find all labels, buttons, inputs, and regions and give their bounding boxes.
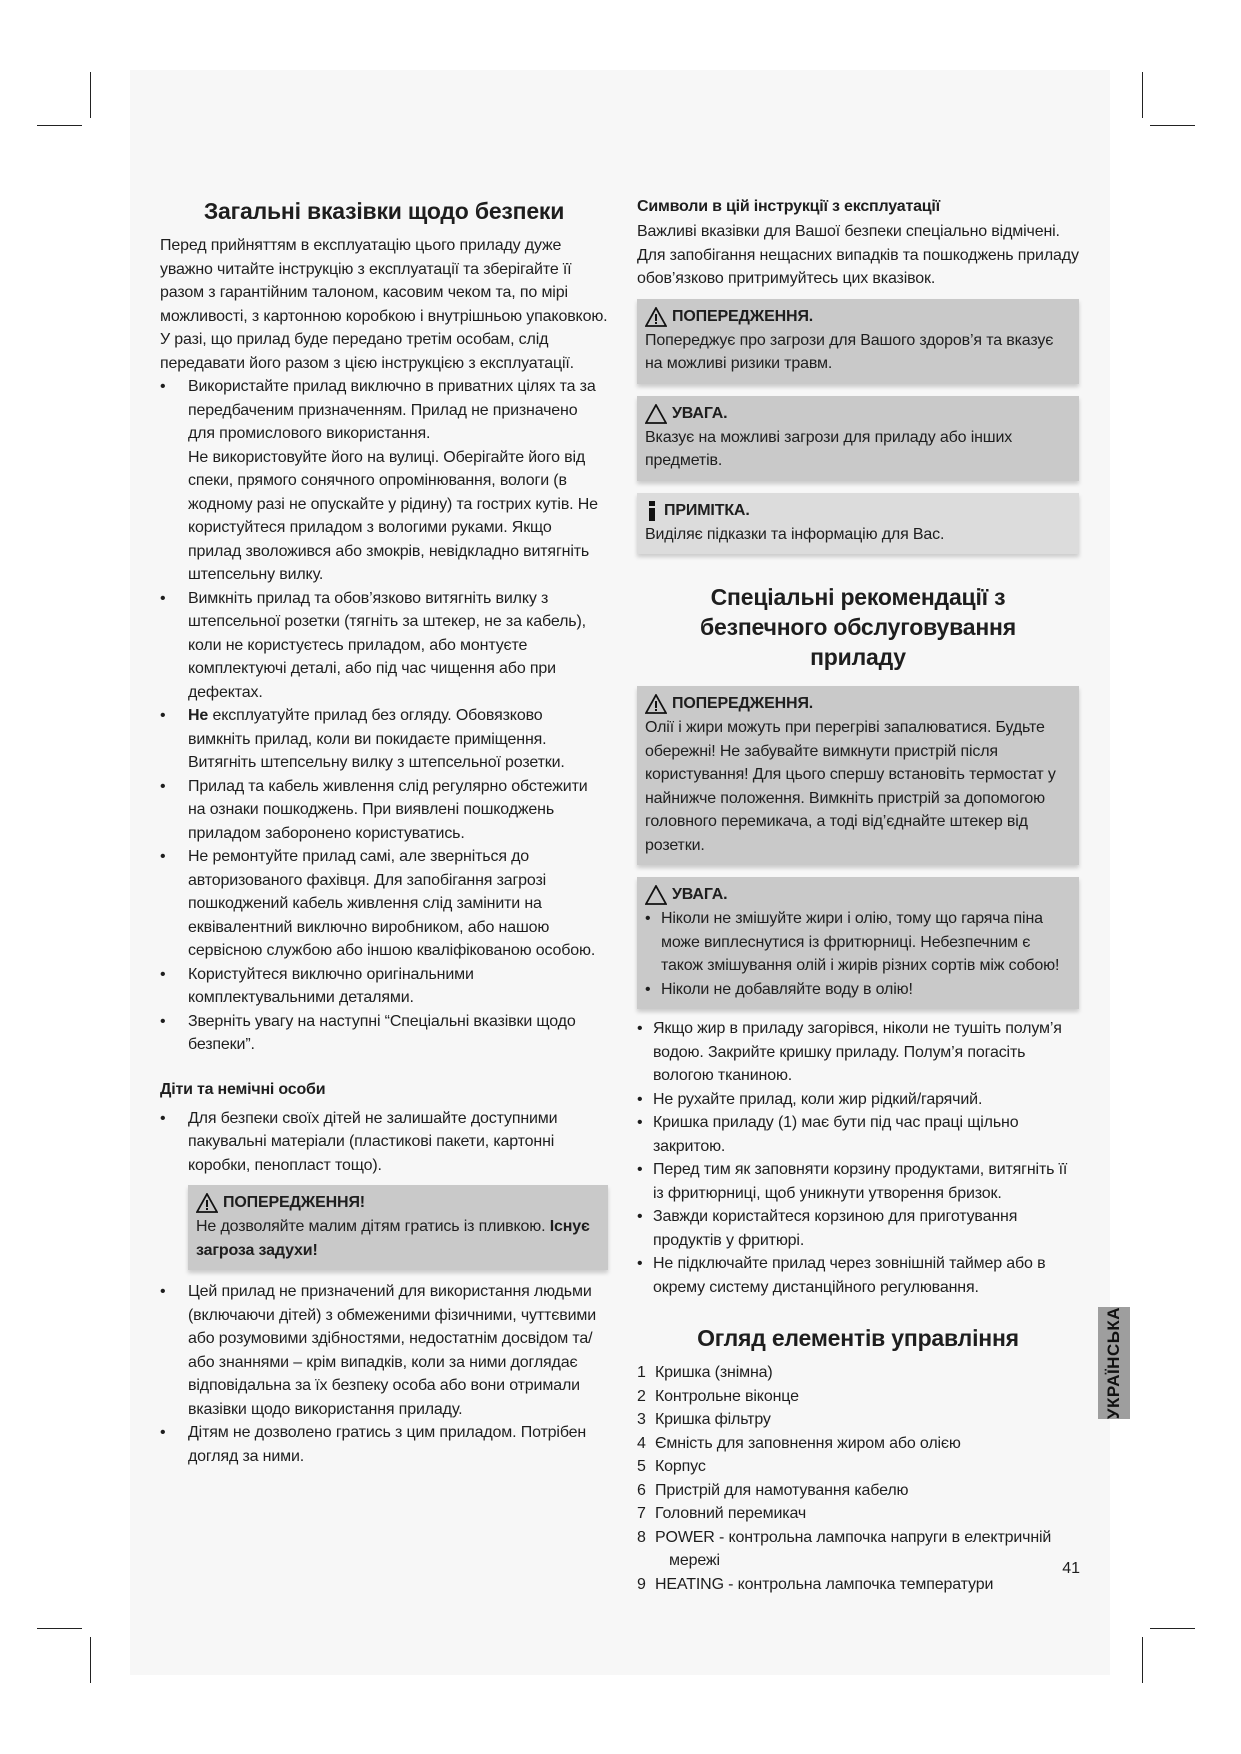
list-item: • Дітям не дозволено гратись з цим приладом. Потрібен догляд за ними. bbox=[160, 1421, 608, 1468]
list-item: • Не рухайте прилад, коли жир рідкий/гарячий. bbox=[637, 1088, 1079, 1112]
caution-triangle-icon bbox=[645, 885, 667, 905]
list-item: • Ніколи не змішуйте жири і олію, тому що гаряча піна може виплеснутися із фритюрниці. Небезпечним є також змішування олій і жирів різних сортів між собою! bbox=[645, 907, 1071, 978]
crop-mark bbox=[90, 72, 91, 118]
safety-bullets bbox=[160, 375, 608, 1057]
list-item: • Не експлуатуйте прилад без огляду. Обовязково вимкніть прилад, коли ви покидаєте приміщення. Витягніть штепсельну вилку з штепсельної розетки. bbox=[160, 704, 608, 775]
list-item: • Не ремонтуйте прилад самі, але зверніться до авторизованого фахівця. Для запобігання загрозі пошкоджений кабель живлення слід замінити на еквівалентний виключно виробником, або нашою сервісною службою або іншою кваліфікованою особою. bbox=[160, 845, 608, 963]
list-item: • Перед тим як заповняти корзину продуктами, витягніть її із фритюрниці, щоб уникнути утворення бризок. bbox=[637, 1158, 1079, 1205]
list-item: 9 HEATING - контрольна лампочка температури bbox=[637, 1575, 994, 1593]
crop-mark bbox=[1150, 125, 1195, 126]
overview-list bbox=[637, 1361, 1079, 1596]
right-column bbox=[637, 196, 1079, 1596]
list-item: • Користуйтеся виключно оригінальними комплектувальними деталями. bbox=[160, 963, 608, 1010]
list-item: 1 Кришка (знімна) bbox=[637, 1364, 773, 1381]
page-number: 41 bbox=[1062, 1560, 1080, 1577]
overview-title: Огляд елементів управління bbox=[697, 1325, 1019, 1351]
list-item: • Для безпеки своїх дітей не залишайте доступними пакувальні матеріали (пластикові пакети, картонні коробки, пенопласт тощо). bbox=[160, 1107, 608, 1178]
list-item: 2 Контрольне віконце bbox=[637, 1387, 799, 1405]
crop-mark bbox=[37, 1628, 82, 1629]
caution-triangle-icon bbox=[645, 404, 667, 424]
crop-mark bbox=[1150, 1628, 1195, 1629]
list-item: • Якщо жир в приладу загорівся, ніколи не тушіть полум’я водою. Закрийте кришку приладу. Полум’я погасіть вологою тканиною. bbox=[637, 1017, 1079, 1088]
list-item: • Не підключайте прилад через зовнішній таймер або в окрему систему дистанційного регулювання. bbox=[637, 1252, 1079, 1299]
language-tab: УКРАЇНСЬКА bbox=[1098, 1307, 1130, 1419]
list-item: 5 Корпус bbox=[637, 1458, 706, 1475]
list-item: • Ніколи не добавляйте воду в олію! bbox=[645, 978, 1071, 1002]
symbols-intro: Важливі вказівки для Вашої безпеки спеціально відмічені. Для запобігання нещасних випадків та пошкоджень приладу обов’язково притримуйтесь цих вказівок. bbox=[637, 223, 1079, 287]
warning-triangle-icon bbox=[196, 1193, 218, 1213]
list-item: 8 POWER - контрольна лампочка напруги в електричній мережі bbox=[637, 1528, 1052, 1569]
list-item: 4 Ємність для заповнення жиром або олією bbox=[637, 1434, 961, 1452]
crop-mark bbox=[1142, 72, 1143, 118]
crop-mark bbox=[37, 125, 82, 126]
safety-intro: Перед прийняттям в експлуатацію цього приладу дуже уважно читайте інструкцію з експлуатації та зберігайте її разом з гарантійним талоном, касовим чеком та, по мірі можливості, з картонною коробкою і внутрішньою упаковкою. У разі, що прилад буде передано третім особам, слід передавати його разом з цією інструкцією з експлуатації. bbox=[160, 237, 608, 372]
warning-triangle-icon bbox=[645, 307, 667, 327]
warning-box: ПОПЕРЕДЖЕННЯ! Не дозволяйте малим дітям гратись із пливкою. Існує загроза задухи! bbox=[188, 1185, 608, 1270]
warning-triangle-icon bbox=[645, 694, 667, 714]
symbol-warning-box: ПОПЕРЕДЖЕННЯ. Попереджує про загрози для Вашого здоров’я та вказує на можливі ризики травм. bbox=[637, 299, 1079, 384]
list-item: • Використайте прилад виключно в приватних цілях та за передбаченим призначенням. Прилад не призначено для промислового використання. Не використовуйте його на вулиці. Оберігайте його від спеки, прямого сонячного опромінювання, вологи (в жодному разі не опускайте у рідину) та гострих кутів. Не користуйтеся приладом з вологими руками. Якщо прилад зволожився або змокрів, невідкладно витягніть штепсельну вилку. bbox=[160, 375, 608, 587]
special-bullets bbox=[637, 1017, 1079, 1299]
info-icon bbox=[645, 501, 659, 521]
list-item: • Вимкніть прилад та обов’язково витягніть вилку з штепсельної розетки (тягніть за штекер, не за кабель), коли не користуєтесь приладом, або монтуєте комплектуючі деталі, або під час чищення або при дефектах. bbox=[160, 587, 608, 705]
crop-mark bbox=[90, 1637, 91, 1683]
list-item: 6 Пристрій для намотування кабелю bbox=[637, 1481, 909, 1499]
crop-mark bbox=[1142, 1637, 1143, 1683]
symbol-note-box: ПРИМІТКА. Виділяє підказки та інформацію для Вас. bbox=[637, 493, 1079, 555]
left-column bbox=[160, 196, 608, 1468]
list-item: • Кришка приладу (1) має бути під час праці щільно закритою. bbox=[637, 1111, 1079, 1158]
symbol-caution-box: УВАГА. Вказує на можливі загрози для приладу або інших предметів. bbox=[637, 396, 1079, 481]
special-title: Спеціальні рекомендації з безпечного обслуговування приладу bbox=[700, 584, 1016, 670]
list-item: 7 Головний перемикач bbox=[637, 1505, 807, 1522]
special-warning-box: ПОПЕРЕДЖЕННЯ. Олії і жири можуть при перегріві запалюватися. Будьте обережні! Не забувайте вимкнути пристрій після користування! Для цього спершу встановіть термостат у найнижче положення. Вимкніть пристрій за допомогою головного перемикача, а тоді від’єднайте штекер від розетки. bbox=[637, 686, 1079, 865]
list-item: • Прилад та кабель живлення слід регулярно обстежити на ознаки пошкоджень. При виявлені пошкоджень приладом заборонено користуватись. bbox=[160, 775, 608, 846]
symbols-heading: Символи в цій інструкції з експлуатації bbox=[637, 198, 940, 215]
children-heading: Діти та немічні особи bbox=[160, 1080, 326, 1098]
list-item: 3 Кришка фільтру bbox=[637, 1411, 771, 1428]
list-item: • Завжди користайтеся корзиною для приготування продуктів у фритюрі. bbox=[637, 1205, 1079, 1252]
safety-title: Загальні вказівки щодо безпеки bbox=[203, 198, 565, 224]
list-item: • Цей прилад не призначений для використання людьми (включаючи дітей) з обмеженими фізичними, чуттєвими або розумовими здібностями, недостатнім досвідом та/або знаннями – крім випадків, коли за ними доглядає відповідальна за їх безпеку особа або вони отримали вказівки щодо використання приладу. bbox=[160, 1280, 608, 1421]
list-item: • Зверніть увагу на наступні “Спеціальні вказівки щодо безпеки”. bbox=[160, 1010, 608, 1057]
special-caution-box: УВАГА. • Ніколи не змішуйте жири і олію, тому що гаряча піна може виплеснутися із фритюрниці. Небезпечним є також змішування олій і жирів різних сортів між собою! • Ніколи не добавляйте воду в олію! bbox=[637, 877, 1079, 1009]
